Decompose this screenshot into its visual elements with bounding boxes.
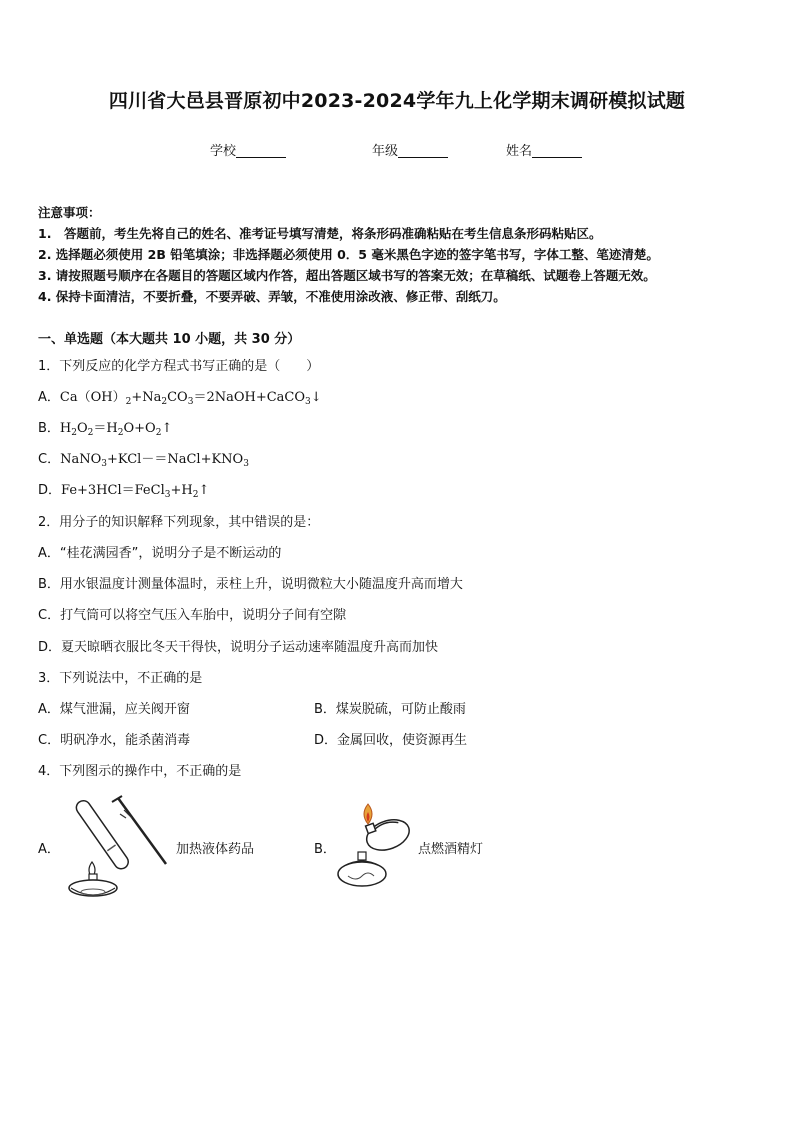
name-label: 姓名 [506,144,533,159]
grade-field [372,140,448,159]
q3-option-b[interactable]: B．煤炭脱硫，可防止酸雨 [314,702,466,717]
notice-heading: 注意事项： [38,205,101,220]
notice-item-4: 4. 保持卡面清洁，不要折叠，不要弄破、弄皱，不准使用涂改液、修正带、刮纸刀。 [38,289,506,304]
q2-option-b[interactable]: B．用水银温度计测量体温时，汞柱上升，说明微粒大小随温度升高而增大 [38,577,463,592]
name-blank[interactable] [532,143,582,158]
school-blank[interactable] [236,143,286,158]
q2-stem: 2．用分子的知识解释下列现象，其中错误的是： [38,515,320,530]
q1-stem: 1．下列反应的化学方程式书写正确的是（ ） [38,359,320,374]
q1-option-c[interactable]: C．$NaNO_3+KCl-=NaCl+KNO_3$ [38,452,249,469]
q1-option-b[interactable]: B．$H_2O_2=H_2O+O_2↑$ [38,421,173,438]
q1-option-d[interactable]: D．$Fe+3HCl=FeCl_3+H_2↑$ [38,483,210,500]
school-label: 学校 [210,144,237,159]
heating-liquid-illustration [62,788,172,900]
q3-option-d[interactable]: D．金属回收，使资源再生 [314,733,468,748]
q2-option-c[interactable]: C．打气筒可以将空气压入车胎中，说明分子间有空隙 [38,608,347,623]
notice-item-2: 2. 选择题必须使用 2B 铅笔填涂；非选择题必须使用 0．5 毫米黑色字迹的签字笔书写，字体工整、笔迹清楚。 [38,247,659,262]
grade-blank[interactable] [398,143,448,158]
q2-option-d[interactable]: D．夏天晾晒衣服比冬天干得快，说明分子运动速率随温度升高而加快 [38,640,439,655]
page-title: 四川省大邑县晋原初中2023-2024学年九上化学期末调研模拟试题 [108,90,686,112]
q4-option-a-label[interactable]: A． [38,842,60,857]
notice-item-1: 1. 答题前，考生先将自己的姓名、准考证号填写清楚，将条形码准确粘贴在考生信息条形码粘贴区。 [38,226,602,241]
section-heading: 一、单选题（本大题共 10 小题，共 30 分） [38,332,301,347]
q1-option-a[interactable]: A．$Ca(OH)_2+Na_2CO_3=2NaOH+CaCO_3↓$ [38,390,322,407]
q2-option-a[interactable]: A．“桂花满园香”，说明分子是不断运动的 [38,546,282,561]
q3-option-c[interactable]: C．明矾净水，能杀菌消毒 [38,733,191,748]
q3-option-a[interactable]: A．煤气泄漏，应关阀开窗 [38,702,190,717]
q4-option-b-label[interactable]: B． [314,842,336,857]
q4-stem: 4．下列图示的操作中，不正确的是 [38,764,242,779]
grade-label: 年级 [372,144,399,159]
school-field [210,140,286,159]
name-field [506,140,582,159]
q4-option-b-caption: 点燃酒精灯 [418,842,484,857]
q3-stem: 3．下列说法中，不正确的是 [38,671,203,686]
q4-option-a-caption: 加热液体药品 [176,842,255,857]
lighting-lamp-illustration [334,800,418,892]
notice-item-3: 3. 请按照题号顺序在各题目的答题区域内作答，超出答题区域书写的答案无效；在草稿纸、试题卷上答题无效。 [38,268,656,283]
